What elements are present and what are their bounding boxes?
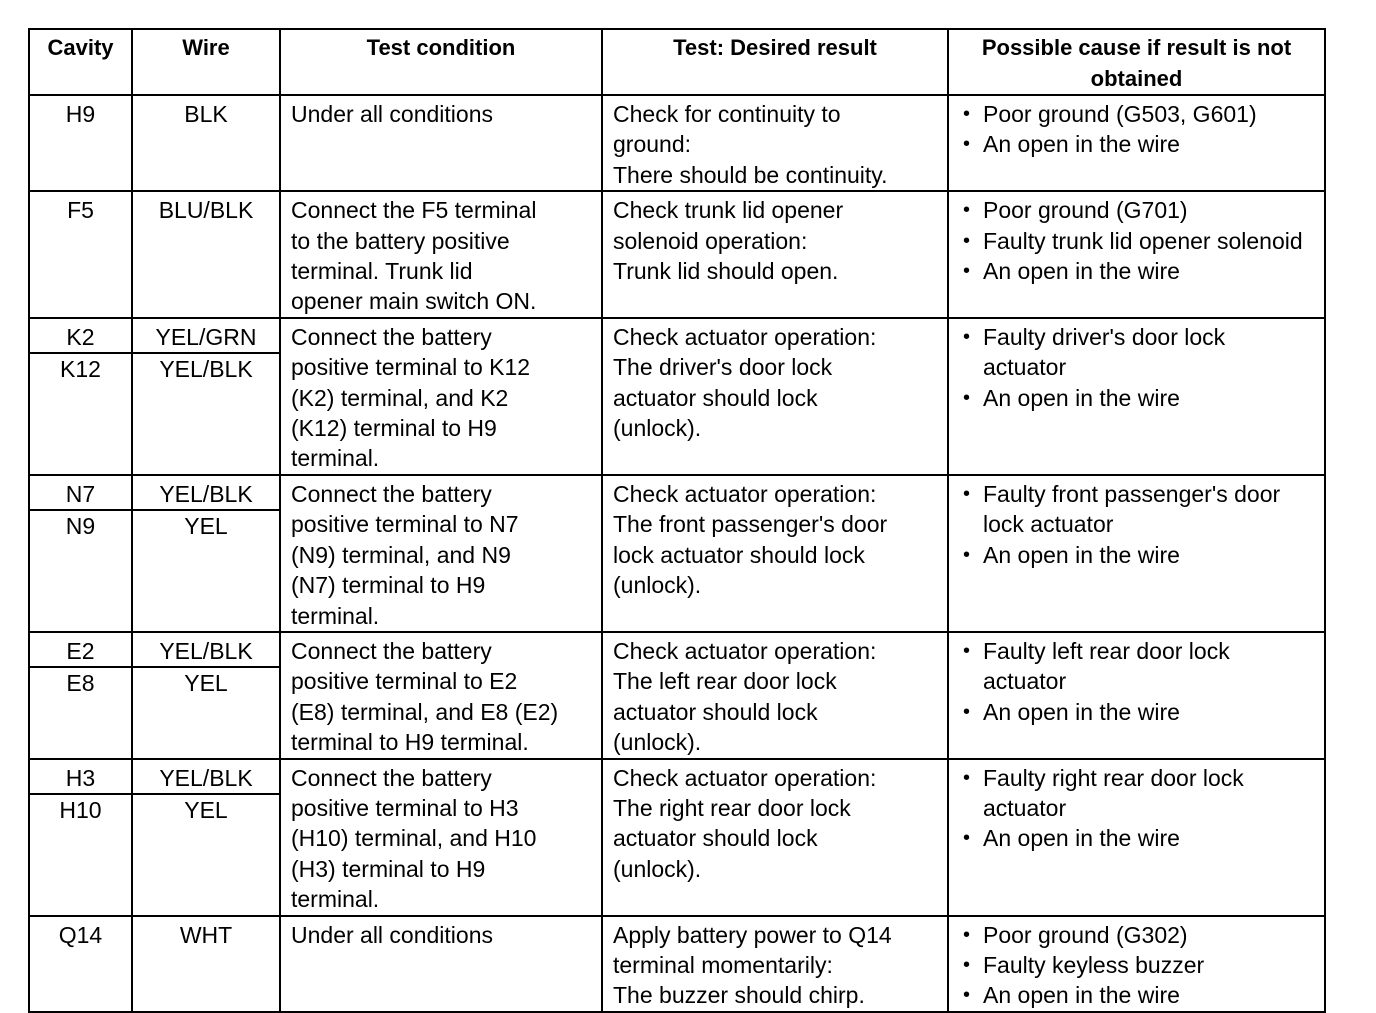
wire-cell [132,475,280,632]
result-line: (unlock). [613,415,702,442]
condition-line: Under all conditions [291,101,494,127]
wire-color: BLU/BLK [158,197,254,224]
table-row [29,318,1325,475]
result-line: Check actuator operation: [613,637,877,664]
header-wire: Wire [132,29,280,95]
condition-line: (H10) terminal, and H10 [291,825,537,852]
condition-line: (K12) terminal to H9 [291,415,497,442]
condition-line: (N9) terminal, and N9 [291,541,511,568]
test-condition-cell [280,95,602,191]
connector-test-table [28,28,1326,1013]
wire-color: BLK [184,101,228,127]
table-row [29,475,1325,632]
possible-cause-cell [948,916,1325,1012]
result-line: actuator should lock [613,384,818,411]
cavity-cell [29,95,132,191]
cavity-label: Q14 [58,921,103,948]
result-line: Check trunk lid opener [613,197,844,224]
result-line: (unlock). [613,729,702,756]
desired-result-cell [602,916,948,1012]
condition-line: terminal to H9 terminal. [291,729,529,756]
result-line: The buzzer should chirp. [613,982,865,1009]
cavity-label: N9 [65,512,96,539]
cavity-label: E8 [66,669,95,696]
test-condition-cell [280,916,602,1012]
wire-cell [132,916,280,1012]
cause-item: • Faulty trunk lid opener solenoid [959,226,1314,256]
cause-item: • An open in the wire [959,129,1314,159]
result-line: terminal momentarily: [613,951,833,978]
table-row [29,759,1325,916]
cause-item: • Poor ground (G503, G601) [959,99,1314,129]
wire-color: WHT [179,921,233,948]
condition-line: positive terminal to H3 [291,794,519,821]
cause-item: • An open in the wire [959,540,1314,570]
condition-line: (N7) terminal to H9 [291,572,486,599]
cavity-label: H3 [30,763,131,795]
cause-item: • Faulty left rear door lock actuator [959,636,1314,697]
desired-result-cell [602,318,948,475]
header-test-condition: Test condition [280,29,602,95]
wire-cell [132,318,280,475]
test-condition-cell [280,632,602,759]
result-line: The driver's door lock [613,354,833,381]
condition-line: opener main switch ON. [291,288,537,315]
cavity-label: H10 [59,796,102,823]
possible-cause-cell [948,475,1325,632]
cavity-cell [29,632,132,759]
test-condition-cell [280,318,602,475]
result-line: Check actuator operation: [613,323,877,350]
cause-list [959,195,1314,286]
header-desired-result: Test: Desired result [602,29,948,95]
cavity-cell [29,475,132,632]
wire-cell [132,759,280,916]
result-line: Apply battery power to Q14 [613,921,892,948]
wire-color: YEL/BLK [159,355,253,382]
condition-line: positive terminal to K12 [291,354,531,381]
result-line: actuator should lock [613,825,818,852]
result-line: (unlock). [613,572,702,599]
condition-line: terminal. [291,445,380,472]
possible-cause-cell [948,632,1325,759]
header-row [29,29,1325,95]
condition-line: Under all conditions [291,921,494,948]
condition-line: terminal. [291,886,380,913]
cavity-label: F5 [67,197,94,224]
result-line: lock actuator should lock [613,541,865,568]
condition-line: Connect the F5 terminal [291,197,537,224]
cavity-cell [29,191,132,318]
possible-cause-cell [948,318,1325,475]
cause-list [959,763,1314,854]
condition-line: terminal. Trunk lid [291,258,473,285]
table-row [29,632,1325,759]
cause-item: • Poor ground (G302) [959,920,1314,950]
result-line: actuator should lock [613,698,818,725]
result-line: The right rear door lock [613,794,851,821]
cause-item: • An open in the wire [959,823,1314,853]
possible-cause-cell [948,191,1325,318]
condition-line: (K2) terminal, and K2 [291,384,509,411]
header-cavity: Cavity [29,29,132,95]
wire-cell [132,191,280,318]
cause-list [959,479,1314,570]
condition-line: Connect the battery [291,323,492,350]
cavity-label: K12 [60,355,101,382]
wire-cell [132,632,280,759]
desired-result-cell [602,191,948,318]
condition-line: positive terminal to E2 [291,668,518,695]
cause-list [959,636,1314,727]
wire-color: YEL/BLK [133,479,279,511]
test-condition-cell [280,759,602,916]
result-line: Check actuator operation: [613,480,877,507]
condition-line: Connect the battery [291,480,492,507]
result-line: ground: [613,131,692,158]
wire-color: YEL [184,796,228,823]
possible-cause-cell [948,95,1325,191]
desired-result-cell [602,475,948,632]
result-line: Check actuator operation: [613,764,877,791]
test-condition-cell [280,191,602,318]
header-possible-cause: Possible cause if result is not obtained [948,29,1325,95]
cause-item: • Poor ground (G701) [959,195,1314,225]
cause-item: • An open in the wire [959,980,1314,1010]
condition-line: (H3) terminal to H9 [291,855,486,882]
result-line: (unlock). [613,855,702,882]
condition-line: (E8) terminal, and E8 (E2) [291,698,559,725]
cause-list [959,920,1314,1011]
cause-item: • Faulty driver's door lock actuator [959,322,1314,383]
desired-result-cell [602,632,948,759]
result-line: Check for continuity to [613,101,841,127]
cavity-label: K2 [30,322,131,354]
condition-line: terminal. [291,602,380,629]
cause-item: • Faulty front passenger's door lock actuator [959,479,1314,540]
wire-color: YEL [184,669,228,696]
test-condition-cell [280,475,602,632]
result-line: Trunk lid should open. [613,258,839,285]
cause-item: • An open in the wire [959,697,1314,727]
cause-list [959,322,1314,413]
cavity-cell [29,916,132,1012]
cavity-label: N7 [30,479,131,511]
table-row [29,191,1325,318]
result-line: The left rear door lock [613,668,837,695]
cause-item: • An open in the wire [959,256,1314,286]
wire-color: YEL/BLK [133,636,279,668]
cavity-label: E2 [30,636,131,668]
cavity-label: H9 [65,101,96,127]
desired-result-cell [602,759,948,916]
condition-line: Connect the battery [291,637,492,664]
table-row [29,916,1325,1012]
table-row [29,95,1325,191]
result-line: solenoid operation: [613,227,808,254]
cause-item: • Faulty keyless buzzer [959,950,1314,980]
cause-item: • An open in the wire [959,383,1314,413]
cavity-cell [29,318,132,475]
result-line: The front passenger's door [613,511,888,538]
wire-color: YEL/GRN [133,322,279,354]
cavity-cell [29,759,132,916]
possible-cause-cell [948,759,1325,916]
cause-list [959,99,1314,160]
wire-color: YEL [184,512,228,539]
cause-item: • Faulty right rear door lock actuator [959,763,1314,824]
condition-line: positive terminal to N7 [291,511,519,538]
condition-line: to the battery positive [291,227,510,254]
desired-result-cell [602,95,948,191]
condition-line: Connect the battery [291,764,492,791]
result-line: There should be continuity. [613,161,888,188]
wire-cell [132,95,280,191]
wire-color: YEL/BLK [133,763,279,795]
